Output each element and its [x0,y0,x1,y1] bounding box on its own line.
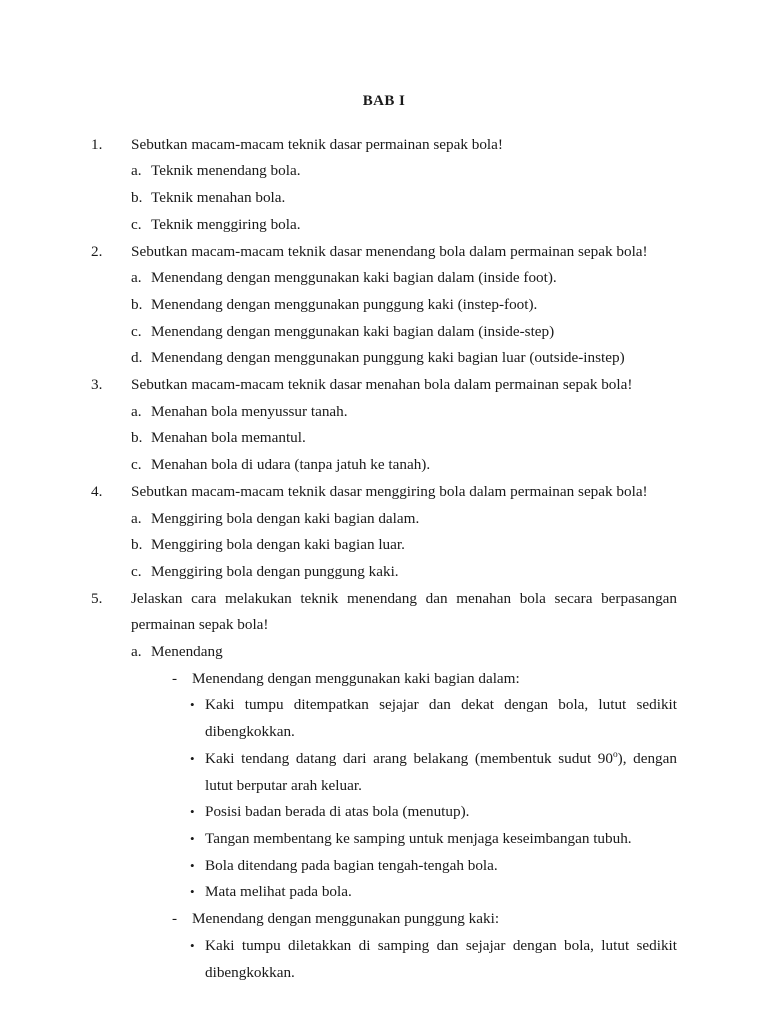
list-item-text: Menendang dengan menggunakan punggung kaki bagian luar (outside-instep) [151,349,625,367]
outline-row [91,692,677,745]
outline-row [91,239,677,266]
outline-row [91,185,677,212]
list-marker: 1. [91,135,103,153]
list-marker: - [172,910,178,928]
outline-row [91,559,677,586]
list-marker: c. [131,215,142,233]
list-marker: - [172,669,178,687]
list-item-text: Menggiring bola dengan punggung kaki. [151,562,399,580]
list-marker: c. [131,456,142,474]
list-marker: • [190,804,195,820]
outline-row [91,799,677,826]
list-marker: • [190,697,195,713]
outline-row [91,853,677,880]
list-marker: b. [131,429,143,447]
list-marker: a. [131,643,142,661]
outline-row [91,452,677,479]
list-item-text: Bola ditendang pada bagian tengah-tengah bola. [205,856,498,874]
list-item-text: Menahan bola menyussur tanah. [151,402,348,420]
outline-row [91,132,677,159]
outline-row [91,319,677,346]
list-item-text: Teknik menendang bola. [151,162,301,180]
outline-row [91,479,677,506]
list-item-text: Teknik menggiring bola. [151,215,301,233]
outline-row [91,639,677,666]
list-item-text: Teknik menahan bola. [151,189,286,207]
list-marker: d. [131,349,143,367]
list-marker: b. [131,189,143,207]
outline-row [91,345,677,372]
outline-row [91,425,677,452]
list-item-text: Tangan membentang ke samping untuk menjaga keseimbangan tubuh. [205,829,632,847]
list-item-text: Sebutkan macam-macam teknik dasar menggiring bola dalam permainan sepak bola! [131,482,648,500]
list-marker: c. [131,562,142,580]
list-item-text: Menendang dengan menggunakan punggung kaki (instep-foot). [151,295,538,313]
list-item-text: Kaki tumpu diletakkan di samping dan sejajar dengan bola, lutut sedikit dibengkokkan. [205,936,677,981]
list-item-text: Menendang [151,643,223,661]
list-item-text: Menendang dengan menggunakan kaki bagian dalam: [192,669,520,687]
outline-row [91,826,677,853]
list-marker: c. [131,322,142,340]
list-marker: 2. [91,242,103,260]
list-marker: b. [131,536,143,554]
outline-row [91,933,677,986]
list-item-text: Sebutkan macam-macam teknik dasar permainan sepak bola! [131,135,503,153]
list-marker: b. [131,295,143,313]
list-marker: • [190,937,195,953]
outline-row [91,212,677,239]
list-marker: 4. [91,482,103,500]
list-marker: 3. [91,376,103,394]
outline-row [91,906,677,933]
outline-row [91,532,677,559]
list-marker: a. [131,269,142,287]
list-item-text: Menahan bola di udara (tanpa jatuh ke tanah). [151,456,431,474]
question-list [91,132,677,987]
list-item-text: Menahan bola memantul. [151,429,306,447]
list-marker: • [190,884,195,900]
list-marker: • [190,857,195,873]
list-item-text: Menggiring bola dengan kaki bagian dalam. [151,509,420,527]
outline-row [91,158,677,185]
list-item-text: Kaki tumpu ditempatkan sejajar dan dekat dengan bola, lutut sedikit dibengkokkan. [205,696,677,741]
list-item-text: Sebutkan macam-macam teknik dasar menendang bola dalam permainan sepak bola! [131,242,648,260]
outline-row [91,666,677,693]
list-marker: 5. [91,589,103,607]
list-item-text: Menendang dengan menggunakan kaki bagian dalam (inside foot). [151,269,557,287]
page-title: BAB I [362,93,406,109]
outline-row [91,506,677,533]
outline-row [91,879,677,906]
outline-row [91,292,677,319]
list-marker: • [190,750,195,766]
list-marker: a. [131,509,142,527]
outline-row [91,746,677,799]
list-item-text: Sebutkan macam-macam teknik dasar menahan bola dalam permainan sepak bola! [131,376,633,394]
list-marker: a. [131,162,142,180]
list-item-text: Menendang dengan menggunakan punggung kaki: [192,910,500,928]
document-body [91,88,677,986]
outline-row [91,265,677,292]
list-item-text: Jelaskan cara melakukan teknik menendang dan menahan bola secara berpasangan permainan sepak bola! [131,589,677,634]
list-item-text: Kaki tendang datang dari arang belakang (membentuk sudut 90$^o$), dengan lutut berputar arah keluar. [205,749,677,794]
list-item-text: Posisi badan berada di atas bola (menutup). [205,803,470,821]
outline-row [91,372,677,399]
outline-row [91,399,677,426]
list-item-text: Menggiring bola dengan kaki bagian luar. [151,536,405,554]
list-item-text: Menendang dengan menggunakan kaki bagian dalam (inside-step) [151,322,555,340]
list-item-text: Mata melihat pada bola. [205,883,352,901]
list-marker: • [190,830,195,846]
list-marker: a. [131,402,142,420]
outline-row [91,586,677,639]
